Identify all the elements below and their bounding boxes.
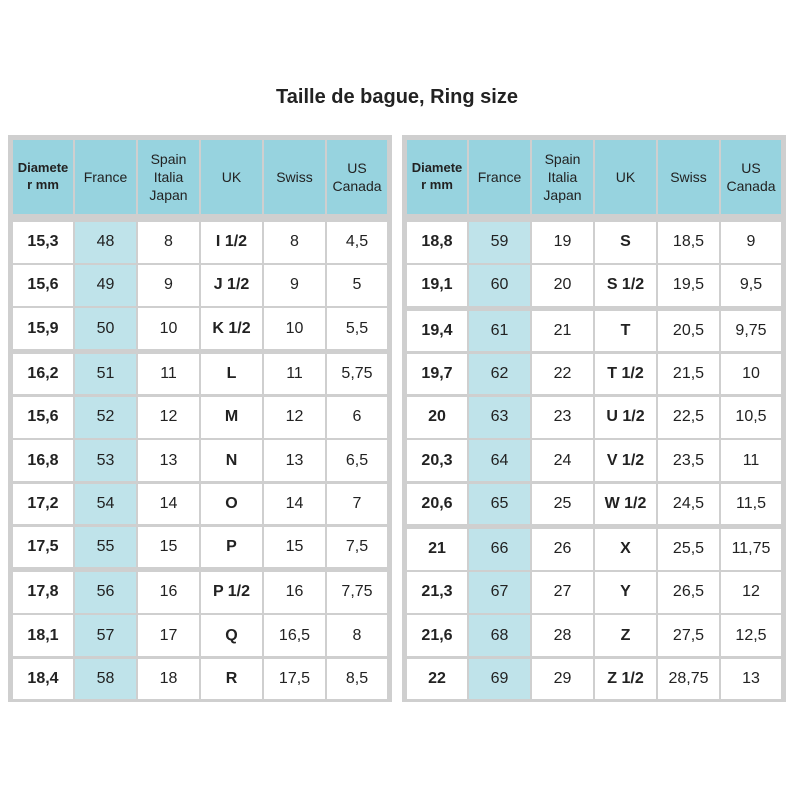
cell-uk: M: [201, 397, 262, 438]
cell-spain-italia-japan: 28: [532, 615, 593, 656]
cell-uk: Z: [595, 615, 656, 656]
cell-swiss: 26,5: [658, 572, 719, 613]
cell-diameter: 15,3: [13, 222, 73, 263]
cell-spain-italia-japan: 15: [138, 527, 199, 568]
cell-uk: N: [201, 440, 262, 481]
cell-spain-italia-japan: 27: [532, 572, 593, 613]
cell-diameter: 16,8: [13, 440, 73, 481]
cell-spain-italia-japan: 12: [138, 397, 199, 438]
cell-swiss: 25,5: [658, 529, 719, 570]
cell-swiss: 11: [264, 354, 325, 395]
cell-diameter: 16,2: [13, 354, 73, 395]
cell-uk: T 1/2: [595, 354, 656, 395]
header-us-canada: [721, 140, 781, 214]
header-label: Swiss: [670, 168, 707, 185]
cell-spain-italia-japan: 26: [532, 529, 593, 570]
cell-spain-italia-japan: 14: [138, 484, 199, 525]
cell-france: 56: [75, 572, 136, 613]
cell-france: 50: [75, 308, 136, 349]
cell-swiss: 14: [264, 484, 325, 525]
cell-france: 69: [469, 659, 530, 700]
cell-france: 55: [75, 527, 136, 568]
cell-diameter: 20: [407, 397, 467, 438]
cell-swiss: 10: [264, 308, 325, 349]
cell-diameter: 15,6: [13, 265, 73, 306]
cell-diameter: 19,4: [407, 311, 467, 352]
header-label: US Canada: [332, 159, 382, 194]
cell-us-canada: 7: [327, 484, 387, 525]
header-label: US Canada: [726, 159, 776, 194]
cell-diameter: 18,1: [13, 615, 73, 656]
cell-spain-italia-japan: 23: [532, 397, 593, 438]
cell-swiss: 9: [264, 265, 325, 306]
cell-uk: P 1/2: [201, 572, 262, 613]
cell-spain-italia-japan: 20: [532, 265, 593, 306]
cell-us-canada: 8: [327, 615, 387, 656]
cell-spain-italia-japan: 17: [138, 615, 199, 656]
cell-france: 65: [469, 484, 530, 525]
cell-uk: R: [201, 659, 262, 700]
cell-swiss: 8: [264, 222, 325, 263]
cell-france: 61: [469, 311, 530, 352]
header-label: Swiss: [276, 168, 313, 185]
cell-spain-italia-japan: 21: [532, 311, 593, 352]
cell-france: 52: [75, 397, 136, 438]
header-swiss: [658, 140, 719, 214]
cell-diameter: 19,7: [407, 354, 467, 395]
cell-uk: Z 1/2: [595, 659, 656, 700]
cell-diameter: 20,6: [407, 484, 467, 525]
header-label: France: [83, 168, 128, 185]
cell-france: 51: [75, 354, 136, 395]
cell-diameter: 15,6: [13, 397, 73, 438]
header-spain-italia-japan: [138, 140, 199, 214]
cell-uk: S 1/2: [595, 265, 656, 306]
cell-us-canada: 9,5: [721, 265, 781, 306]
cell-diameter: 17,5: [13, 527, 73, 568]
cell-diameter: 19,1: [407, 265, 467, 306]
cell-uk: V 1/2: [595, 440, 656, 481]
cell-spain-italia-japan: 10: [138, 308, 199, 349]
cell-uk: X: [595, 529, 656, 570]
cell-france: 49: [75, 265, 136, 306]
cell-us-canada: 11,75: [721, 529, 781, 570]
cell-uk: Y: [595, 572, 656, 613]
cell-france: 60: [469, 265, 530, 306]
cell-diameter: 21: [407, 529, 467, 570]
cell-diameter: 17,8: [13, 572, 73, 613]
cell-us-canada: 9: [721, 222, 781, 263]
cell-us-canada: 5,5: [327, 308, 387, 349]
cell-diameter: 15,9: [13, 308, 73, 349]
cell-france: 68: [469, 615, 530, 656]
cell-uk: O: [201, 484, 262, 525]
header-label: UK: [221, 168, 242, 185]
header-label: UK: [615, 168, 636, 185]
cell-spain-italia-japan: 16: [138, 572, 199, 613]
cell-us-canada: 6: [327, 397, 387, 438]
cell-spain-italia-japan: 29: [532, 659, 593, 700]
cell-us-canada: 12: [721, 572, 781, 613]
header-swiss: [264, 140, 325, 214]
page-title: Taille de bague, Ring size: [276, 86, 518, 108]
cell-us-canada: 4,5: [327, 222, 387, 263]
cell-uk: P: [201, 527, 262, 568]
cell-diameter: 20,3: [407, 440, 467, 481]
cell-france: 54: [75, 484, 136, 525]
cell-swiss: 15: [264, 527, 325, 568]
cell-swiss: 16,5: [264, 615, 325, 656]
header-france: [75, 140, 136, 214]
cell-us-canada: 9,75: [721, 311, 781, 352]
header-label: Diamete r mm: [411, 160, 463, 192]
cell-uk: K 1/2: [201, 308, 262, 349]
header-diameter: [13, 140, 73, 214]
cell-spain-italia-japan: 19: [532, 222, 593, 263]
cell-us-canada: 13: [721, 659, 781, 700]
cell-uk: I 1/2: [201, 222, 262, 263]
cell-france: 64: [469, 440, 530, 481]
cell-uk: W 1/2: [595, 484, 656, 525]
header-france: [469, 140, 530, 214]
cell-diameter: 18,4: [13, 659, 73, 700]
cell-swiss: 17,5: [264, 659, 325, 700]
cell-france: 58: [75, 659, 136, 700]
cell-spain-italia-japan: 25: [532, 484, 593, 525]
header-us-canada: [327, 140, 387, 214]
cell-swiss: 12: [264, 397, 325, 438]
cell-swiss: 19,5: [658, 265, 719, 306]
cell-spain-italia-japan: 9: [138, 265, 199, 306]
cell-diameter: 21,6: [407, 615, 467, 656]
cell-france: 48: [75, 222, 136, 263]
cell-diameter: 18,8: [407, 222, 467, 263]
cell-france: 66: [469, 529, 530, 570]
cell-diameter: 21,3: [407, 572, 467, 613]
cell-swiss: 24,5: [658, 484, 719, 525]
cell-us-canada: 7,5: [327, 527, 387, 568]
cell-spain-italia-japan: 22: [532, 354, 593, 395]
header-label: France: [477, 168, 522, 185]
cell-spain-italia-japan: 18: [138, 659, 199, 700]
header-label: Spain Italia Japan: [543, 150, 582, 204]
cell-us-canada: 12,5: [721, 615, 781, 656]
cell-uk: U 1/2: [595, 397, 656, 438]
cell-swiss: 22,5: [658, 397, 719, 438]
cell-us-canada: 10,5: [721, 397, 781, 438]
cell-us-canada: 5: [327, 265, 387, 306]
header-uk: [595, 140, 656, 214]
cell-france: 59: [469, 222, 530, 263]
cell-us-canada: 10: [721, 354, 781, 395]
cell-spain-italia-japan: 8: [138, 222, 199, 263]
cell-diameter: 17,2: [13, 484, 73, 525]
cell-uk: S: [595, 222, 656, 263]
cell-spain-italia-japan: 24: [532, 440, 593, 481]
cell-france: 53: [75, 440, 136, 481]
cell-france: 63: [469, 397, 530, 438]
header-spain-italia-japan: [532, 140, 593, 214]
cell-us-canada: 6,5: [327, 440, 387, 481]
cell-swiss: 28,75: [658, 659, 719, 700]
cell-uk: L: [201, 354, 262, 395]
header-label: Spain Italia Japan: [149, 150, 188, 204]
cell-uk: J 1/2: [201, 265, 262, 306]
cell-uk: T: [595, 311, 656, 352]
cell-us-canada: 11: [721, 440, 781, 481]
cell-swiss: 21,5: [658, 354, 719, 395]
cell-france: 57: [75, 615, 136, 656]
cell-swiss: 23,5: [658, 440, 719, 481]
cell-spain-italia-japan: 11: [138, 354, 199, 395]
cell-swiss: 13: [264, 440, 325, 481]
cell-us-canada: 7,75: [327, 572, 387, 613]
header-uk: [201, 140, 262, 214]
header-diameter: [407, 140, 467, 214]
cell-swiss: 20,5: [658, 311, 719, 352]
cell-swiss: 18,5: [658, 222, 719, 263]
cell-france: 62: [469, 354, 530, 395]
cell-spain-italia-japan: 13: [138, 440, 199, 481]
ring-size-table-right: [402, 135, 786, 702]
cell-france: 67: [469, 572, 530, 613]
cell-uk: Q: [201, 615, 262, 656]
cell-swiss: 27,5: [658, 615, 719, 656]
cell-swiss: 16: [264, 572, 325, 613]
cell-us-canada: 5,75: [327, 354, 387, 395]
cell-us-canada: 8,5: [327, 659, 387, 700]
ring-size-table-left: [8, 135, 392, 702]
header-label: Diamete r mm: [17, 160, 69, 192]
cell-us-canada: 11,5: [721, 484, 781, 525]
cell-diameter: 22: [407, 659, 467, 700]
